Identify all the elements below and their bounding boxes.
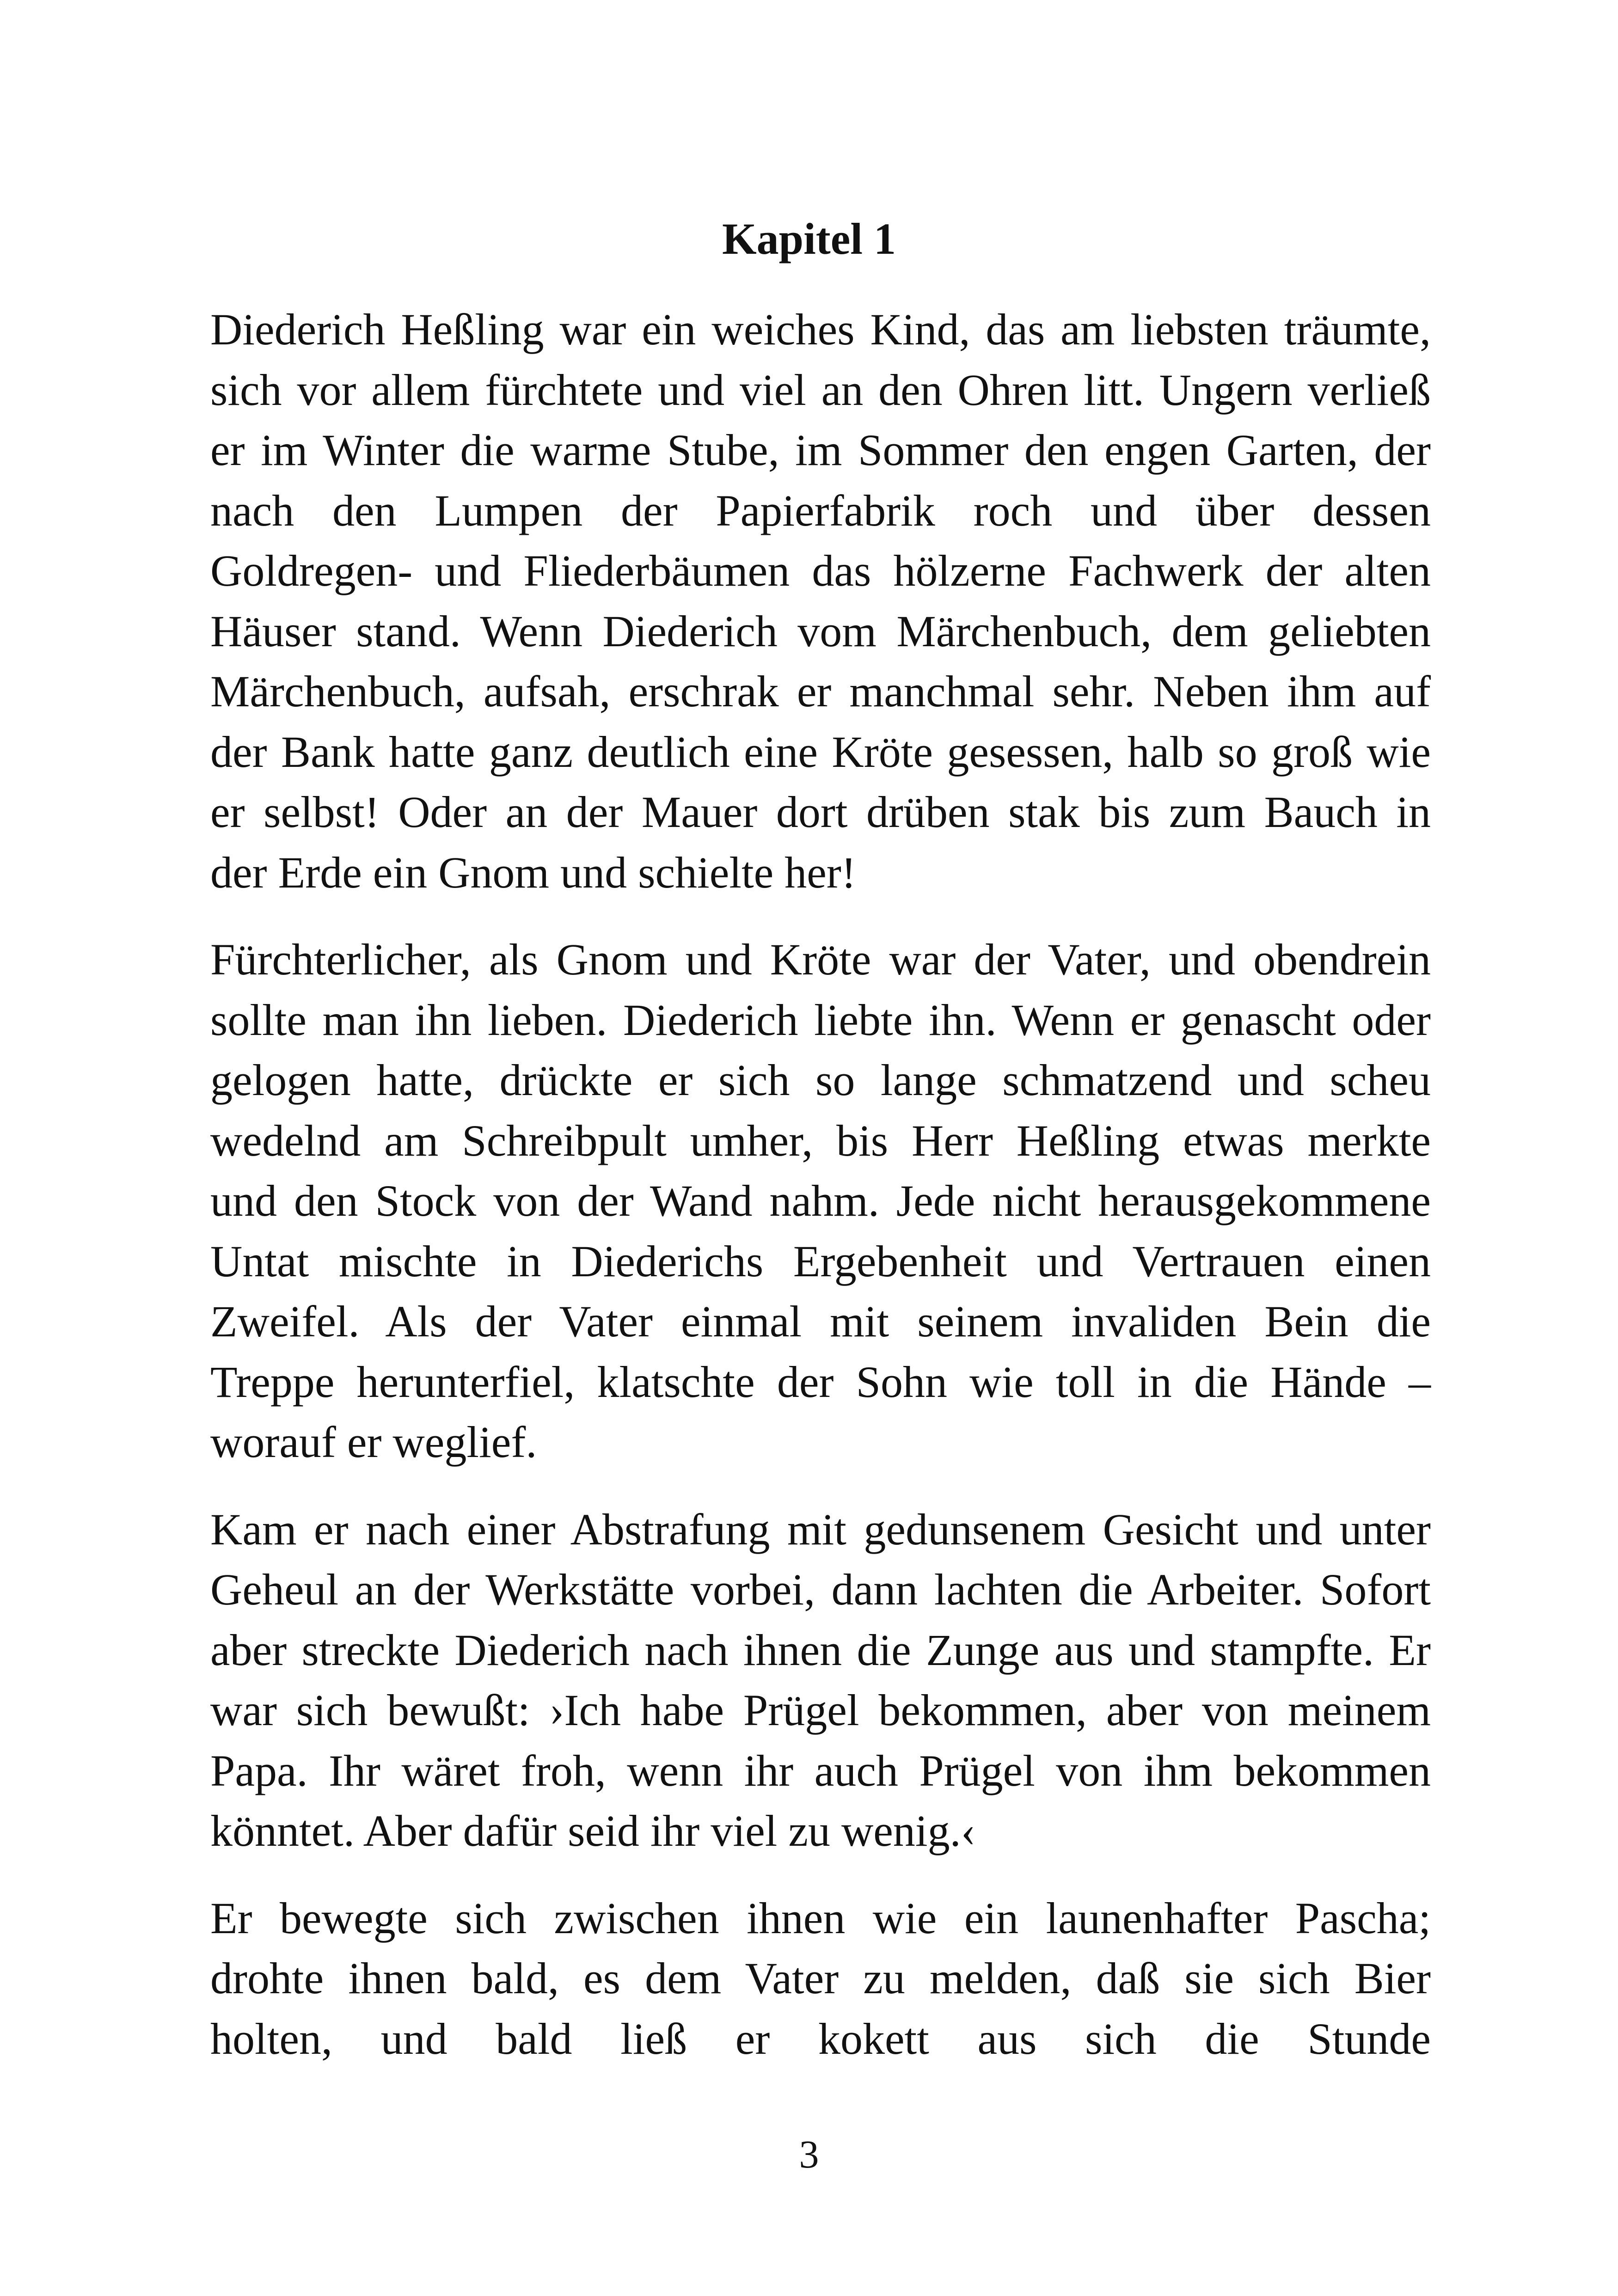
text-line: sich vor allem fürchtete und viel an den Ohren litt. Ungern verließ: [210, 365, 1431, 415]
text-line: Papa. Ihr wäret froh, wenn ihr auch Prügel von ihm bekommen: [210, 1745, 1431, 1795]
text-line: holten, und bald ließ er kokett aus sich die Stunde: [210, 2014, 1431, 2063]
text-line: der Erde ein Gnom und schielte her!: [210, 847, 856, 897]
text-line: er selbst! Oder an der Mauer dort drüben stak bis zum Bauch in: [210, 787, 1431, 837]
text-line: Er bewegte sich zwischen ihnen wie ein launenhafter Pascha;: [210, 1893, 1431, 1943]
text-line: aber streckte Diederich nach ihnen die Zunge aus und stampfte. Er: [210, 1625, 1431, 1675]
text-line: könntet. Aber dafür seid ihr viel zu wenig.‹: [210, 1806, 976, 1855]
text-line: nach den Lumpen der Papierfabrik roch und über dessen: [210, 485, 1431, 535]
page-number: 3: [799, 2132, 819, 2176]
paragraph: [210, 300, 1431, 903]
text-line: war sich bewußt: ›Ich habe Prügel bekommen, aber von meinem: [210, 1685, 1431, 1735]
chapter-body: [210, 300, 1431, 2069]
text-line: Diederich Heßling war ein weiches Kind, das am liebsten träumte,: [210, 305, 1431, 354]
text-line: wedelnd am Schreibpult umher, bis Herr Heßling etwas merkte: [210, 1115, 1431, 1165]
text-line: Geheul an der Werkstätte vorbei, dann lachten die Arbeiter. Sofort: [210, 1565, 1431, 1614]
text-line: Kam er nach einer Abstrafung mit gedunsenem Gesicht und unter: [210, 1504, 1431, 1554]
paragraph: [210, 1500, 1431, 1861]
paragraph: [210, 930, 1431, 1473]
text-line: Märchenbuch, aufsah, erschrak er manchmal sehr. Neben ihm auf: [210, 667, 1431, 716]
text-line: sollte man ihn lieben. Diederich liebte ihn. Wenn er genascht oder: [210, 995, 1431, 1045]
text-line: Fürchterlicher, als Gnom und Kröte war der Vater, und obendrein: [210, 935, 1431, 984]
chapter-title: Kapitel 1: [722, 214, 896, 263]
text-line: Zweifel. Als der Vater einmal mit seinem invaliden Bein die: [210, 1297, 1431, 1346]
text-line: und den Stock von der Wand nahm. Jede nicht herausgekommene: [210, 1176, 1431, 1225]
text-line: Häuser stand. Wenn Diederich vom Märchenbuch, dem geliebten: [210, 606, 1431, 656]
text-line: Treppe herunterfiel, klatschte der Sohn wie toll in die Hände –: [210, 1357, 1431, 1407]
text-line: Untat mischte in Diederichs Ergebenheit und Vertrauen einen: [210, 1236, 1431, 1286]
text-line: gelogen hatte, drückte er sich so lange schmatzend und scheu: [210, 1055, 1431, 1105]
text-line: worauf er weglief.: [210, 1417, 537, 1467]
text-line: der Bank hatte ganz deutlich eine Kröte gesessen, halb so groß wie: [210, 727, 1431, 777]
text-line: er im Winter die warme Stube, im Sommer den engen Garten, der: [210, 425, 1431, 475]
paragraph: [210, 1888, 1431, 2069]
text-line: drohte ihnen bald, es dem Vater zu melden, daß sie sich Bier: [210, 1953, 1431, 2003]
text-line: Goldregen- und Fliederbäumen das hölzerne Fachwerk der alten: [210, 546, 1431, 595]
